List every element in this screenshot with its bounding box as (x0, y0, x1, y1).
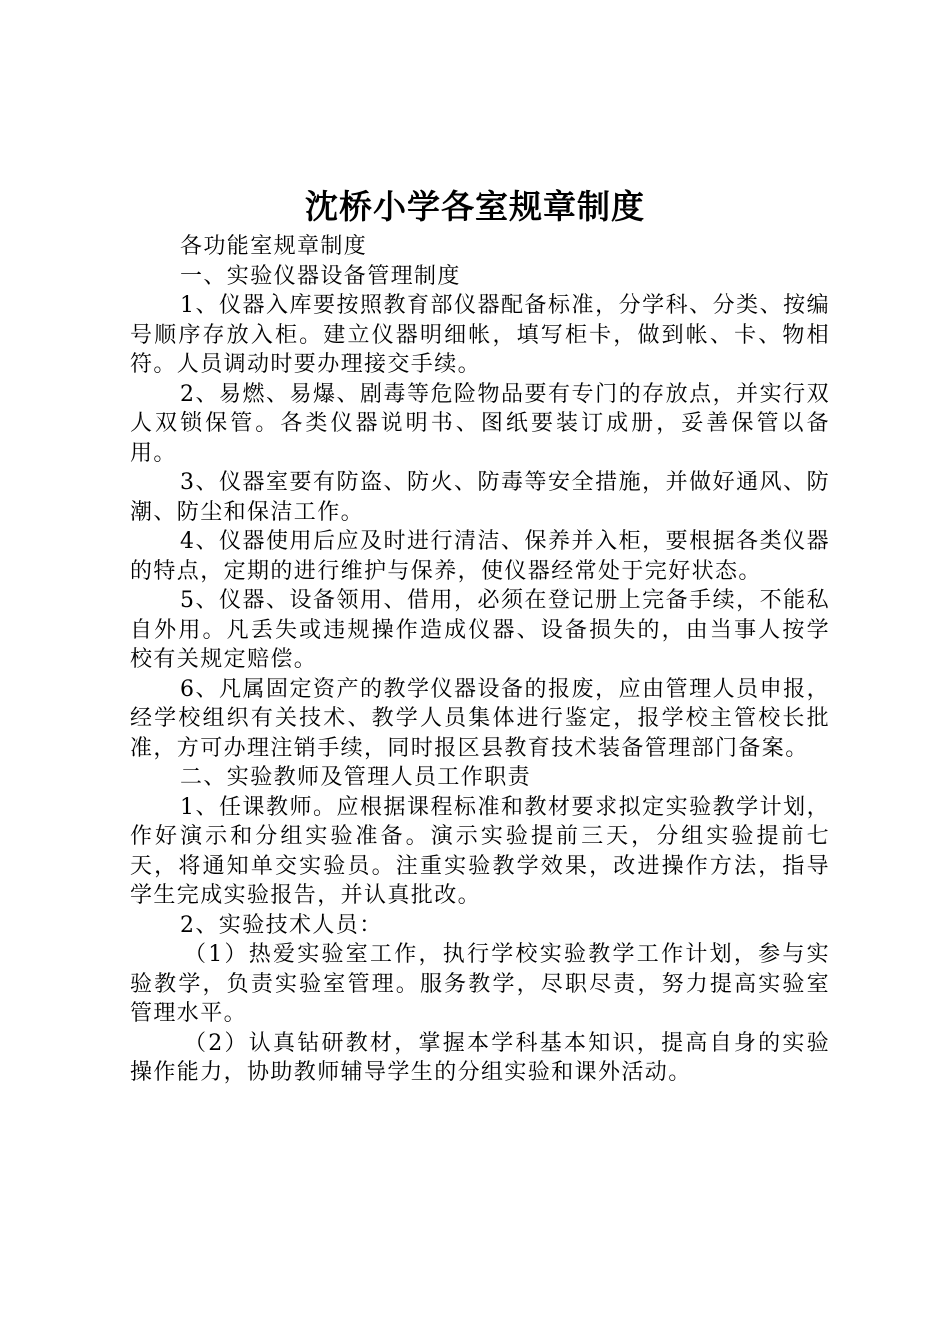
paragraph: 1、任课教师。应根据课程标准和教材要求拟定实验教学计划，作好演示和分组实验准备。演示实验提前三天，分组实验提前七天，将通知单交实验员。注重实验教学效果，改进操作方法，指导学生完成实验报告，并认真批改。 (130, 794, 830, 908)
paragraph: 4、仪器使用后应及时进行清洁、保养并入柜，要根据各类仪器的特点，定期的进行维护与保养，使仪器经常处于完好状态。 (130, 529, 830, 584)
paragraph: （1）热爱实验室工作，执行学校实验教学工作计划，参与实验教学，负责实验室管理。服务教学，尽职尽责，努力提高实验室管理水平。 (130, 942, 830, 1026)
section-heading: 各功能室规章制度 (180, 234, 368, 259)
paragraph: （2）认真钻研教材，掌握本学科基本知识，提高自身的实验操作能力，协助教师辅导学生的分组实验和课外活动。 (130, 1030, 830, 1085)
paragraph: 5、仪器、设备领用、借用，必须在登记册上完备手续，不能私自外用。凡丢失或违规操作造成仪器、设备损失的，由当事人按学校有关规定赔偿。 (130, 588, 830, 672)
paragraph: 1、仪器入库要按照教育部仪器配备标准，分学科、分类、按编号顺序存放入柜。建立仪器明细帐，填写柜卡，做到帐、卡、物相符。人员调动时要办理接交手续。 (130, 293, 830, 377)
paragraph: 6、凡属固定资产的教学仪器设备的报废，应由管理人员申报，经学校组织有关技术、教学人员集体进行鉴定，报学校主管校长批准，方可办理注销手续，同时报区县教育技术装备管理部门备案。 (130, 676, 830, 761)
paragraph: 2、实验技术人员： (180, 912, 383, 938)
paragraph: 3、仪器室要有防盗、防火、防毒等安全措施，并做好通风、防潮、防尘和保洁工作。 (130, 470, 830, 525)
section-heading: 二、实验教师及管理人员工作职责 (180, 765, 532, 790)
section-heading: 一、实验仪器设备管理制度 (180, 263, 461, 289)
paragraph: 2、易燃、易爆、剧毒等危险物品要有专门的存放点，并实行双人双锁保管。各类仪器说明书、图纸要装订成册，妥善保管以备用。 (130, 381, 830, 466)
document-title: 沈桥小学各室规章制度 (305, 187, 645, 226)
document-body (130, 232, 830, 1088)
